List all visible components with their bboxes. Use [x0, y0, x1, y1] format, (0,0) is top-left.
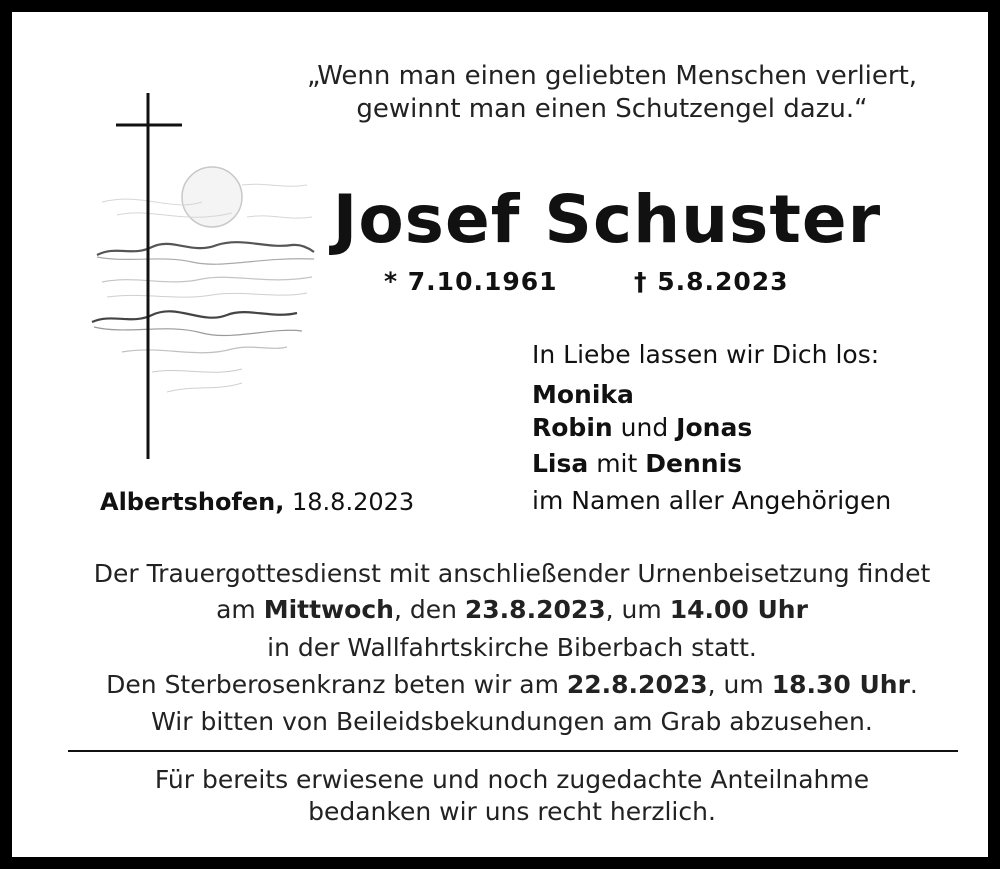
family-name: Robin [532, 413, 613, 442]
place: Albertshofen, [100, 488, 285, 516]
quote-line-2: gewinnt man einen Schutzengel dazu.“ [356, 94, 868, 124]
cross-with-moon-landscape-icon [82, 87, 322, 467]
service-text: , den [393, 595, 465, 624]
family-connector: mit [596, 449, 638, 478]
family-row-2 [532, 411, 752, 444]
service-text: , um [605, 595, 670, 624]
rosary-text: . [909, 670, 918, 699]
family-name: Monika [532, 380, 634, 409]
thanks-line-1: Für bereits erwiesene und noch zugedachte Anteilnahme [154, 765, 870, 794]
family-intro: In Liebe lassen wir Dich los: [532, 340, 880, 369]
service-day: Mittwoch [263, 595, 394, 624]
place-date [100, 486, 414, 519]
service-line-5: Wir bitten von Beileidsbekundungen am Grab abzusehen. [151, 707, 873, 736]
family-name: Jonas [676, 413, 753, 442]
family-row-1 [532, 378, 634, 411]
notice-date: 18.8.2023 [292, 488, 415, 516]
family-row-3 [532, 447, 742, 480]
rosary-time: 18.30 Uhr [771, 670, 910, 699]
rosary-date: 22.8.2023 [566, 670, 708, 699]
service-line-3: in der Wallfahrtskirche Biberbach statt. [267, 633, 757, 662]
service-text: am [216, 595, 264, 624]
deceased-name: Josef Schuster [332, 181, 882, 258]
divider [68, 750, 958, 752]
family-name: Lisa [532, 449, 589, 478]
family-outro: im Namen aller Angehörigen [532, 486, 892, 515]
family-name: Dennis [645, 449, 743, 478]
quote-line-1: „Wenn man einen geliebten Menschen verliert, [306, 61, 918, 91]
service-time: 14.00 Uhr [669, 595, 808, 624]
service-line-4 [12, 667, 1000, 702]
death-date: † 5.8.2023 [634, 267, 789, 296]
rosary-text: , um [707, 670, 772, 699]
rosary-text: Den Sterberosenkranz beten wir am [106, 670, 567, 699]
service-date: 23.8.2023 [464, 595, 606, 624]
service-line-1: Der Trauergottesdienst mit anschließender Urnenbeisetzung findet [93, 559, 931, 588]
thanks-line-2: bedanken wir uns recht herzlich. [308, 797, 716, 826]
birth-date: * 7.10.1961 [384, 267, 558, 296]
family-connector: und [620, 413, 669, 442]
service-line-2 [12, 592, 1000, 627]
